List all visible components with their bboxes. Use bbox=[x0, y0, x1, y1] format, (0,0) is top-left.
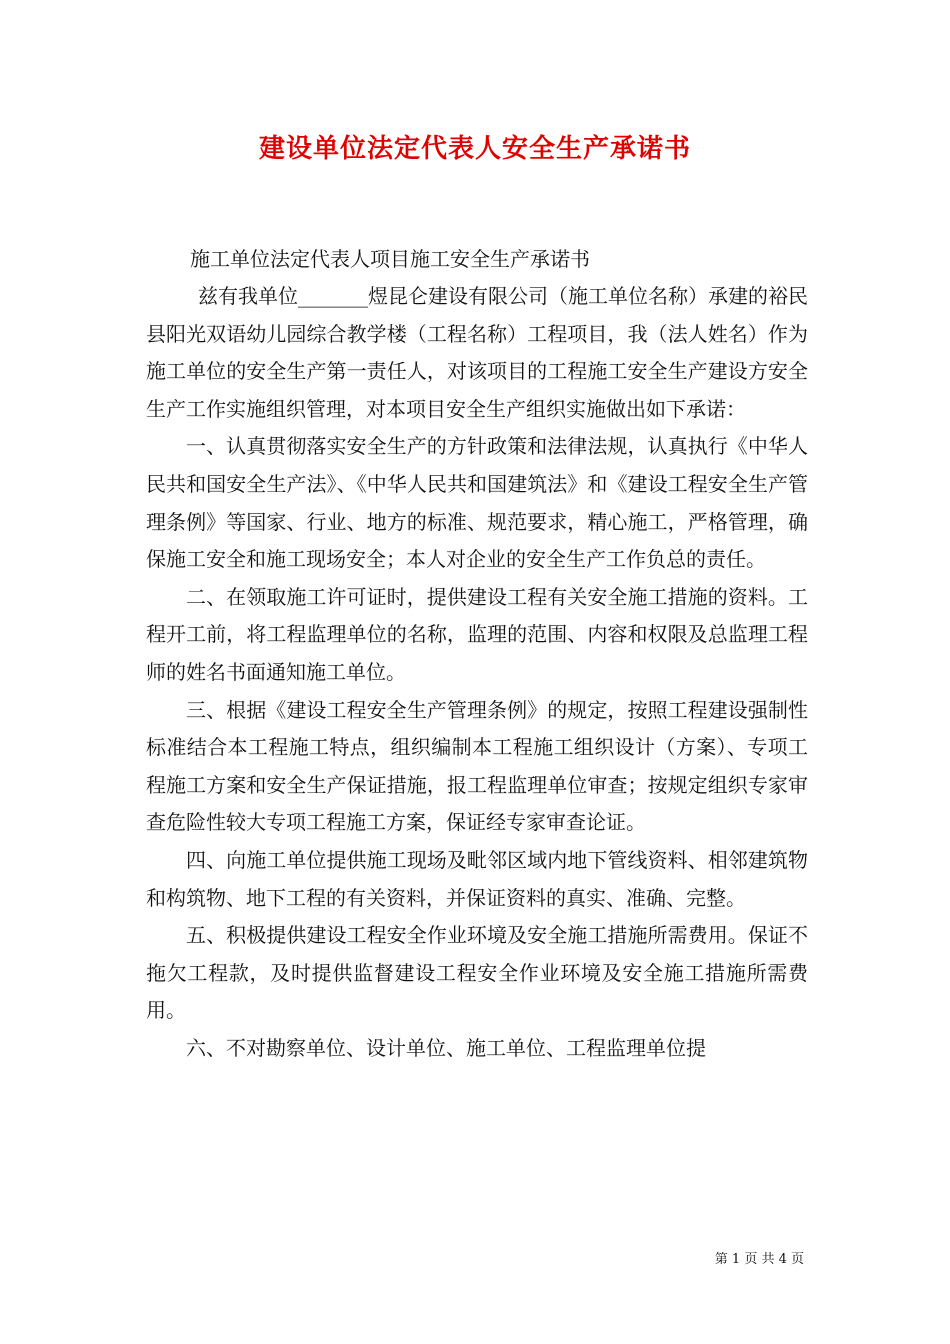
document-body bbox=[146, 278, 808, 1067]
document-title: 建设单位法定代表人安全生产承诺书 bbox=[258, 134, 691, 164]
paragraph-intro: 兹有我单位_______煜昆仑建设有限公司（施工单位名称）承建的裕民县阳光双语幼儿园综合教学楼（工程名称）工程项目，我（法人姓名）作为施工单位的安全生产第一责任人，对该项目的工程施工安全生产建设方安全生产工作实施组织管理，对本项目安全生产组织实施做出如下承诺： bbox=[146, 284, 808, 421]
paragraph-6: 六、不对勘察单位、设计单位、施工单位、工程监理单位提 bbox=[186, 1035, 706, 1060]
paragraph-1: 一、认真贯彻落实安全生产的方针政策和法律法规，认真执行《中华人民共和国安全生产法》、《中华人民共和国建筑法》和《建设工程安全生产管理条例》等国家、行业、地方的标准、规范要求，精心施工，严格管理，确保施工安全和施工现场安全；本人对企业的安全生产工作负总的责任。 bbox=[146, 434, 808, 572]
paragraph-4: 四、向施工单位提供施工现场及毗邻区域内地下管线资料、相邻建筑物和构筑物、地下工程的有关资料，并保证资料的真实、准确、完整。 bbox=[146, 847, 808, 910]
page-number: 第 1 页 共 4 页 bbox=[714, 1252, 804, 1267]
paragraph-5: 五、积极提供建设工程安全作业环境及安全施工措施所需费用。保证不拖欠工程款，及时提供监督建设工程安全作业环境及安全施工措施所需费用。 bbox=[146, 923, 808, 1023]
document-subtitle: 施工单位法定代表人项目施工安全生产承诺书 bbox=[190, 247, 590, 271]
paragraph-2: 二、在领取施工许可证时，提供建设工程有关安全施工措施的资料。工程开工前，将工程监理单位的名称，监理的范围、内容和权限及总监理工程师的姓名书面通知施工单位。 bbox=[146, 584, 808, 684]
paragraph-3: 三、根据《建设工程安全生产管理条例》的规定，按照工程建设强制性标准结合本工程施工特点，组织编制本工程施工组织设计（方案）、专项工程施工方案和安全生产保证措施，报工程监理单位审查；按规定组织专家审查危险性较大专项工程施工方案，保证经专家审查论证。 bbox=[146, 697, 808, 835]
